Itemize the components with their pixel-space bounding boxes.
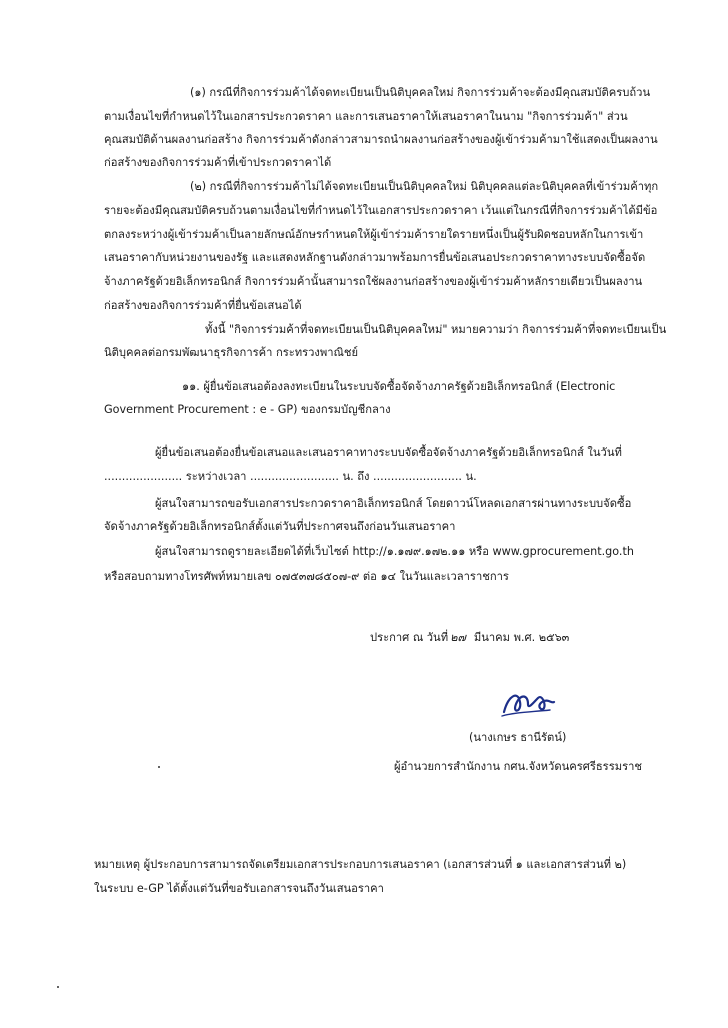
definition-line-2: นิติบุคคลต่อกรมพัฒนาธุรกิจการค้า กระทรวงพาณิชย์ <box>104 346 359 359</box>
item-11-line-2: Government Procurement : e - GP) ของกรมบัญชีกลาง <box>104 403 391 416</box>
scan-speck <box>158 766 160 768</box>
download-line-1: ผู้สนใจสามารถขอรับเอกสารประกวดราคาอิเล็กทรอนิกส์ โดยดาวน์โหลดเอกสารผ่านทางระบบจัดซื้อ <box>155 497 632 510</box>
contact-line-1: ผู้สนใจสามารถดูรายละเอียดได้ที่เว็บไซต์ http://๑.๑๗๙.๑๗๒.๑๑ หรือ www.gprocurement.go.th <box>155 545 634 558</box>
condition-1-line-3: คุณสมบัติด้านผลงานก่อสร้าง กิจการร่วมค้าดังกล่าวสามารถนำผลงานก่อสร้างของผู้เข้าร่วมค้ามาใช้แสดงเป็นผลงาน <box>104 133 658 146</box>
signatory-title: ผู้อำนวยการสำนักงาน กศน.จังหวัดนครศรีธรรมราช <box>394 760 642 773</box>
condition-2-line-6: ก่อสร้างของกิจการร่วมค้าที่ยื่นข้อเสนอได้ <box>104 299 302 312</box>
announcement-day-handwritten: ๒๗ <box>450 631 466 644</box>
signature-mark <box>498 682 558 720</box>
condition-1-line-1: (๑) กรณีที่กิจการร่วมค้าได้จดทะเบียนเป็นนิติบุคคลใหม่ กิจการร่วมค้าจะต้องมีคุณสมบัติครบถ้วน <box>190 86 651 99</box>
signatory-name: (นางเกษร ธานีรัตน์) <box>469 731 567 744</box>
condition-1-line-2: ตามเงื่อนไขที่กำหนดไว้ในเอกสารประกวดราคา และการเสนอราคาให้เสนอราคาในนาม "กิจการร่วมค้า" ส่วน <box>104 110 628 123</box>
download-line-2: จัดจ้างภาครัฐด้วยอิเล็กทรอนิกส์ตั้งแต่วันที่ประกาศจนถึงก่อนวันเสนอราคา <box>104 520 456 533</box>
announcement-prefix: ประกาศ ณ วันที่ <box>370 631 449 644</box>
submission-line-1: ผู้ยื่นข้อเสนอต้องยื่นข้อเสนอและเสนอราคาทางระบบจัดซื้อจัดจ้างภาครัฐด้วยอิเล็กทรอนิกส์ ในวันที่ <box>155 446 622 459</box>
condition-2-line-2: รายจะต้องมีคุณสมบัติครบถ้วนตามเงื่อนไขที่กำหนดไว้ในเอกสารประกวดราคา เว้นแต่ในกรณีที่กิจการร่วมค้าได้มีข้อ <box>104 204 658 217</box>
note-line-2: ในระบบ e-GP ได้ตั้งแต่วันที่ขอรับเอกสารจนถึงวันเสนอราคา <box>94 882 384 895</box>
submission-line-2: ...................... ระหว่างเวลา ......................... น. ถึง ......................... น. <box>104 470 477 483</box>
note-line-1: หมายเหตุ ผู้ประกอบการสามารถจัดเตรียมเอกสารประกอบการเสนอราคา (เอกสารส่วนที่ ๑ และเอกสารส่วนที่ ๒) <box>94 858 627 871</box>
definition-line-1: ทั้งนี้ "กิจการร่วมค้าที่จดทะเบียนเป็นนิติบุคคลใหม่" หมายความว่า กิจการร่วมค้าที่จดทะเบียนเป็น <box>205 323 667 336</box>
condition-2-line-4: เสนอราคากับหน่วยงานของรัฐ และแสดงหลักฐานดังกล่าวมาพร้อมการยื่นข้อเสนอประกวดราคาทางระบบจัดซื้อจัด <box>104 251 646 264</box>
announcement-month-year: มีนาคม พ.ศ. ๒๕๖๓ <box>473 631 570 644</box>
condition-2-line-5: จ้างภาครัฐด้วยอิเล็กทรอนิกส์ กิจการร่วมค้านั้นสามารถใช้ผลงานก่อสร้างของผู้เข้าร่วมค้าหลักรายเดียวเป็นผลงาน <box>104 275 643 288</box>
scan-speck <box>57 986 59 988</box>
item-11-line-1: ๑๑. ผู้ยื่นข้อเสนอต้องลงทะเบียนในระบบจัดซื้อจัดจ้างภาครัฐด้วยอิเล็กทรอนิกส์ (Electronic <box>182 380 616 393</box>
condition-2-line-1: (๒) กรณีที่กิจการร่วมค้าไม่ได้จดทะเบียนเป็นนิติบุคคลใหม่ นิติบุคคลแต่ละนิติบุคคลที่เข้าร่วมค้าทุก <box>190 180 659 193</box>
condition-2-line-3: ตกลงระหว่างผู้เข้าร่วมค้าเป็นลายลักษณ์อักษรกำหนดให้ผู้เข้าร่วมค้ารายใดรายหนึ่งเป็นผู้รับผิดชอบหลักในการเข้า <box>104 228 644 241</box>
announcement-date <box>370 631 569 644</box>
contact-line-2: หรือสอบถามทางโทรศัพท์หมายเลข ๐๗๕๓๗๘๕๐๗-๙ ต่อ ๑๔ ในวันและเวลาราชการ <box>104 570 509 583</box>
condition-1-line-4: ก่อสร้างของกิจการร่วมค้าที่เข้าประกวดราคาได้ <box>104 156 332 169</box>
